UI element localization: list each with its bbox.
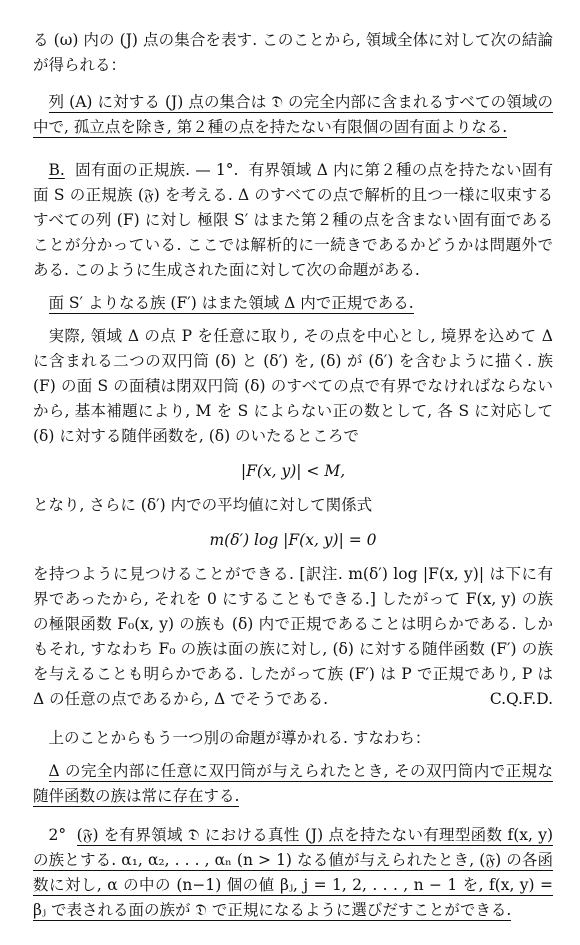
- section-2-label: 2°: [48, 826, 67, 844]
- section-b-paragraph: [33, 158, 553, 283]
- theorem-statement-3: [33, 759, 553, 809]
- theorem-statement-2: [33, 291, 553, 316]
- paragraph-proof: 実際, 領域 Δ の点 P を任意に取り, その点を中心とし, 境界を込めて Δ に含まれる二つの双円筒 (δ) と (δ′) を, (δ) が (δ′) を含むように描く. 族 (F) の面 S の面積は閉双円筒 (δ) のすべての点で有界でなければならないから, 基本補題により, M を S によらない正の数として, 各 S に対応して (δ) に対する随伴函数を, (δ) のいたるところで: [33, 327, 553, 445]
- document-page: [33, 28, 553, 923]
- paragraph-second-theorem: [33, 823, 553, 923]
- section-b-body: 有界領域 Δ 内に第２種の点を持たない固有面 S の正規族 (𝔉) を考える. Δ のすべての点で解析的且つ一様に収束するすべての列 (F) に対し 極限 S′ はまた第２種の点を含まない固有面であることが分かっている. ここでは解析的に一続きであるかどうかは問題外である. このように生成された面に対して次の命題がある.: [33, 161, 553, 279]
- conclusion-text: を持つように見つけることができる. [訳注. m(δ′) log |F(x, y)| は下に有界であったから, それを 0 にすることもできる.] したがって F(x, y) の族の極限函数 F₀(x, y) の族も (δ) 内で正規であることは明らかである. しかもそれ, すなわち F₀ の族は面の族に対し, (δ) に対する随伴函数 (F′) の族を与えることも明らかである. したがって族 (F′) は P で正規であり, P は Δ の任意の点であるから, Δ でそうである.: [33, 565, 553, 708]
- paragraph-conclusion: [33, 562, 553, 712]
- theorem-text-2: 面 S′ よりなる族 (F′) はまた領域 Δ 内で正規である.: [48, 294, 414, 312]
- qed-mark: C.Q.F.D.: [489, 690, 553, 708]
- equation-mean: m(δ′) log |F(x, y)| = 0: [209, 531, 377, 549]
- theorem-text-4: (𝔉) を有界領域 𝔇 における真性 (J) 点を持たない有理型函数 f(x, y) の族とする. α₁, α₂, . . . , αₙ (n > 1) なる値が与えられたとき, (𝔉) の各函数に対し, α の中の (n−1) 個の値 βⱼ, j = 1, 2, . . . , n − 1 を, f(x, y) = βⱼ で表される面の族が 𝔇 で正規になるように選びだすことができる.: [33, 826, 554, 919]
- paragraph-mean-value: となり, さらに (δ′) 内での平均値に対して関係式: [33, 496, 373, 514]
- paragraph-intro: る (ω) 内の (J) 点の集合を表す. このことから, 領域全体に対して次の結論が得られる：: [33, 31, 553, 74]
- theorem-statement-1: [33, 90, 553, 140]
- section-b-title: 固有面の正規族. — 1°.: [75, 161, 239, 179]
- theorem-text-1: 列 (A) に対する (J) 点の集合は 𝔇 の完全内部に含まれるすべての領域の中で, 孤立点を除き, 第２種の点を持たない有限個の固有面よりなる.: [33, 93, 553, 136]
- equation-bound: |F(x, y)| < M,: [240, 462, 346, 480]
- theorem-text-3: Δ の完全内部に任意に双円筒が与えられたとき, その双円筒内で正規な随伴函数の族は常に存在する.: [33, 762, 553, 805]
- paragraph-corollary-intro: 上のことからもう一つ別の命題が導かれる. すなわち：: [48, 729, 431, 747]
- section-b-label: B.: [48, 161, 65, 179]
